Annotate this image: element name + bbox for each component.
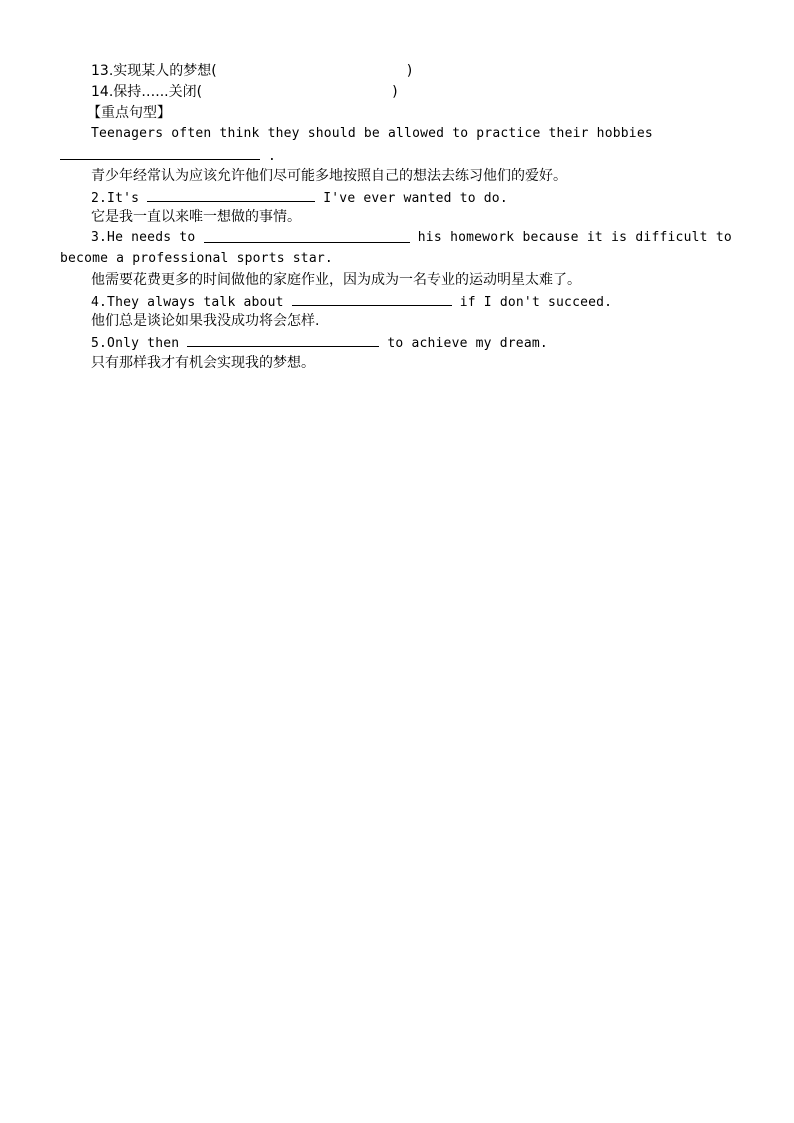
vocab-item-14-label: 14.保持…...关闭(: [91, 84, 203, 100]
sentence-1-period: .: [268, 149, 277, 164]
sentence-3-word: because: [522, 230, 579, 245]
sentence-5-before: 5.Only then: [91, 336, 180, 351]
sentence-3-english: [60, 228, 740, 248]
sentence-3-english-continued: become a professional sports star.: [60, 251, 333, 266]
sentence-4-blank[interactable]: [292, 291, 452, 306]
sentence-5-after: to achieve my dream.: [387, 336, 548, 351]
sentence-2-chinese: 它是我一直以来唯一想做的事情。: [91, 209, 301, 225]
section-heading: 【重点句型】: [87, 105, 171, 121]
sentence-3-before: 3.He needs to: [91, 230, 196, 245]
sentence-4-after: if I don't succeed.: [459, 295, 613, 310]
sentence-1-blank[interactable]: [60, 145, 260, 160]
sentence-3-word: it: [586, 230, 603, 245]
sentence-3-word: his: [417, 230, 442, 245]
sentence-5-english: [60, 332, 771, 352]
sentence-4-before: 4.They always talk about: [91, 295, 284, 310]
sentence-2-blank[interactable]: [147, 187, 315, 202]
vocab-item-14: [60, 82, 771, 102]
sentence-3-word: homework: [450, 230, 515, 245]
sentence-3-word: to: [715, 230, 732, 245]
sentence-2-before: 2.It's: [91, 191, 140, 206]
sentence-3-word: is: [611, 230, 628, 245]
sentence-3-word: difficult: [635, 230, 708, 245]
sentence-5-chinese: 只有那样我才有机会实现我的梦想。: [91, 355, 315, 371]
sentence-1-chinese: 青少年经常认为应该允许他们尽可能多地按照自己的想法去练习他们的爱好。: [91, 168, 567, 184]
vocab-item-13: [60, 61, 771, 81]
vocab-item-14-close: ): [392, 84, 398, 100]
vocab-item-13-close: ): [406, 63, 413, 79]
sentence-2-after: I've ever wanted to do.: [323, 191, 508, 206]
sentence-1-blank-line: [60, 145, 740, 165]
sentence-4-chinese: 他们总是谈论如果我没成功将会怎样.: [91, 313, 320, 329]
sentence-3-chinese: 他需要花费更多的时间做他的家庭作业，因为成为一名专业的运动明星太难了。: [91, 272, 581, 288]
sentence-1-english: Teenagers often think they should be allowed to practice their hobbies: [91, 126, 653, 141]
vocab-item-13-label: 13.实现某人的梦想(: [91, 63, 217, 79]
sentence-5-blank[interactable]: [187, 332, 379, 347]
sentence-4-english: [60, 291, 771, 311]
sentence-2-english: [60, 187, 771, 207]
sentence-3-justified-row: [60, 228, 732, 248]
sentence-3-blank[interactable]: [204, 228, 410, 243]
